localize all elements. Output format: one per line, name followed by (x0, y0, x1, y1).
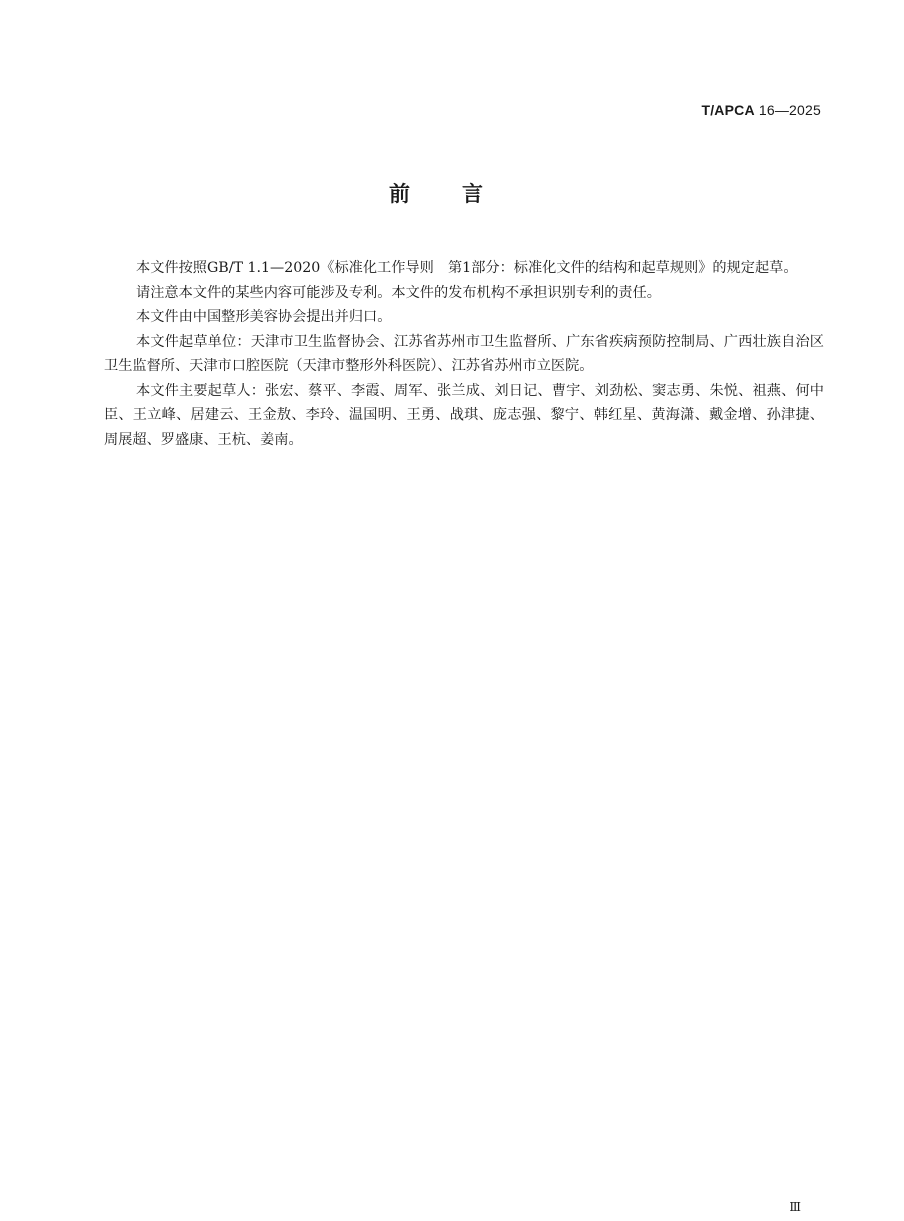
document-code (701, 102, 821, 118)
paragraph-drafting-units: 本文件起草单位：天津市卫生监督协会、江苏省苏州市卫生监督所、广东省疾病预防控制局、广西壮族自治区卫生监督所、天津市口腔医院（天津市整形外科医院）、江苏省苏州市立医院。 (104, 333, 824, 374)
paragraph-drafters: 本文件主要起草人：张宏、蔡平、李霞、周军、张兰成、刘日记、曹宇、刘劲松、窦志勇、朱悦、祖燕、何中臣、王立峰、居建云、王金敖、李玲、温国明、王勇、战琪、庞志强、黎宁、韩红星、黄海潇、戴金增、孙津捷、周展超、罗盛康、王杭、姜南。 (104, 382, 824, 448)
page-title: 前言 (389, 182, 535, 206)
foreword-body (104, 256, 824, 452)
paragraph-patent-notice: 请注意本文件的某些内容可能涉及专利。本文件的发布机构不承担识别专利的责任。 (136, 284, 661, 301)
paragraph-proposer: 本文件由中国整形美容协会提出并归口。 (136, 309, 392, 325)
document-code-number: 16—2025 (754, 102, 821, 118)
page-number: Ⅲ (789, 1200, 800, 1214)
document-code-prefix: T/APCA (701, 102, 755, 118)
paragraph-drafting-basis: 本文件按照GB/T 1.1—2020《标准化工作导则 第1部分：标准化文件的结构和起草规则》的规定起草。 (136, 260, 798, 276)
